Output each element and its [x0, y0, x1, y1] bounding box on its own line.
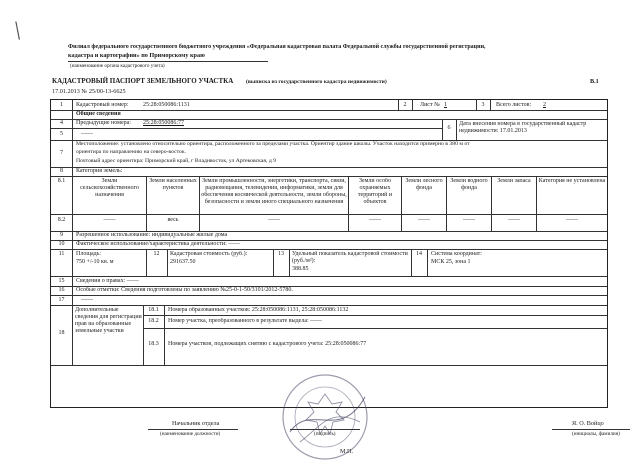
row-num: 10: [58, 241, 65, 247]
passport-table: [50, 99, 608, 408]
value-not-set: ——: [566, 217, 578, 223]
row-num: 1: [60, 102, 63, 108]
doc-title: КАДАСТРОВЫЙ ПАСПОРТ ЗЕМЕЛЬНОГО УЧАСТКА: [52, 77, 234, 85]
value-agricultural: ——: [103, 217, 116, 223]
additional-info-label: Дополнительные сведения для регистрации прав на образованные земельные участки: [75, 307, 142, 334]
category-water: Земли водного фонда: [450, 178, 488, 191]
value-settlements: весь: [167, 217, 179, 223]
coord-system-value: МСК 25, зона 1: [431, 259, 471, 265]
land-category-label: Категория земель:: [76, 168, 123, 174]
total-sheets: 2: [543, 102, 546, 108]
removed-plots: Номера участков, подлежащих снятию с кадастрового учета: 25:28:050086:77: [168, 341, 367, 347]
row-num: 13: [278, 251, 284, 257]
total-sheets-label: Всего листов:: [496, 102, 532, 108]
row-num: 9: [60, 232, 63, 238]
org-header-line2: кадастра и картографии» по Приморскому краю: [68, 52, 205, 59]
row-num: 14: [416, 251, 422, 257]
formed-plots: Номера образованных участков: 25:28:050086:1131, 25:28:050086:1132: [168, 307, 349, 313]
value-protected: ——: [369, 217, 381, 223]
signer-name: Я. О. Войцо: [572, 420, 604, 427]
location-line2: ориентира по направлению на северо-восток.: [76, 149, 187, 155]
row-num: 3: [481, 102, 485, 108]
row-num: 12: [153, 251, 160, 257]
signature-caption: (подпись): [314, 431, 336, 437]
previous-numbers-label: Предыдущие номера:: [76, 120, 131, 126]
cadastral-value: 291637.50: [170, 259, 196, 265]
row-num: 8.1: [57, 178, 66, 184]
sheet-number: 1: [444, 102, 447, 108]
row5-value: ——: [81, 131, 93, 137]
org-caption: (наименование органа кадастрового учета): [70, 63, 165, 69]
category-not-set: Категория не установлена: [538, 178, 606, 184]
category-industry: Земли промышленности, энергетики, транспорта, связи, радиовещания, телевидения, информатики, земли для обеспечения космической деятельности, земли обороны, безопасности и земли иного специального назначения: [201, 178, 347, 205]
category-protected: Земли особо охраняемых территорий и объектов: [357, 178, 393, 205]
row-num: 18.2: [148, 318, 159, 324]
category-agricultural: Земли сельскохозяйственного назначения: [80, 178, 139, 198]
row-num: 18.1: [148, 307, 159, 313]
cadastral-number-label: Кадастровый номер:: [76, 102, 129, 108]
value-forest: ——: [418, 217, 430, 223]
category-reserve: Земли запаса: [497, 178, 531, 184]
value-water: ——: [463, 217, 475, 223]
name-caption: (инициалы, фамилия): [572, 431, 620, 437]
doc-title-note: (выписка из государственного кадастра недвижимости): [246, 79, 387, 85]
org-header-line1: Филиал федерального государственного бюджетного учреждения «Федеральная кадастровая палата Федеральной службы государственной регистрации,: [68, 44, 486, 50]
unit-value: 388.85: [292, 266, 309, 272]
cadastral-value-label: Кадастровая стоимость (руб.):: [170, 251, 248, 257]
value-industry: ——: [268, 217, 280, 223]
row17-value: ——: [81, 297, 93, 303]
category-forest: Земли лесного фонда: [405, 178, 443, 191]
previous-numbers-value: 25:28:050086:77: [143, 120, 185, 126]
row-num: 5: [60, 131, 63, 137]
postal-address: Почтовый адрес ориентира: Приморский край, г Владивосток, ул Артековская, д 9: [76, 158, 276, 164]
cadastral-number-value: 25:28:050086:1131: [143, 102, 190, 108]
coord-system-label: Система координат:: [431, 251, 482, 257]
row-num: 18: [58, 330, 65, 336]
row-num: 17: [58, 297, 65, 303]
form-code: В.1: [590, 78, 599, 85]
row-num: 16: [58, 287, 65, 293]
location-line1: Местоположение: установлено относительно ориентира, расположенного за пределами участка. Ориентир здание школы. Участок находится примерно в 380 м от: [76, 141, 470, 147]
org-underline: [68, 61, 268, 62]
row-num: 4: [60, 120, 63, 126]
transformed-plot: Номер участка, преобразованного в результате выдела: ——: [168, 318, 323, 324]
unit-value-label: Удельный показатель кадастровой стоимости (руб./м²):: [292, 251, 408, 264]
category-settlements: Земли населенных пунктов: [149, 178, 197, 191]
rights-info: Сведения о правах: ——: [76, 278, 139, 284]
pen-mark: \: [12, 15, 24, 46]
doc-number: 17.01.2013 № 25/00-13-6625: [52, 88, 126, 95]
row-num: 2: [403, 102, 407, 108]
area-value: 750 +/-10 кв. м: [76, 259, 114, 265]
general-info-heading: Общие сведения: [76, 111, 121, 117]
special-notes: Особые отметки: Сведения подготовлены по заявлению №25-0-1-50/3101/2012-5780.: [76, 287, 293, 293]
row-num: 8: [60, 168, 63, 174]
sheet-label: Лист №: [420, 102, 440, 108]
area-label: Площадь:: [76, 251, 102, 257]
value-reserve: ——: [508, 217, 520, 223]
row-num: 15: [58, 278, 65, 284]
position-caption: (наименование должности): [160, 431, 221, 437]
row-num: 18.3: [148, 341, 159, 347]
row-num: 6: [447, 125, 451, 131]
permitted-use: Разрешенное использование: индивидуальные жилые дома: [76, 232, 228, 238]
row-num: 7: [60, 150, 63, 156]
row-num: 8.2: [57, 217, 66, 223]
signer-position: Начальник отдела: [172, 420, 220, 427]
row-num: 11: [58, 251, 65, 257]
actual-use: Фактическое использование/характеристика деятельности: ——: [76, 241, 241, 247]
stamp-mark: М.П.: [340, 448, 354, 455]
official-stamp: [270, 372, 380, 462]
registration-date: Дата внесения номера в государственный кадастр недвижимости: 17.01.2013: [459, 121, 587, 134]
